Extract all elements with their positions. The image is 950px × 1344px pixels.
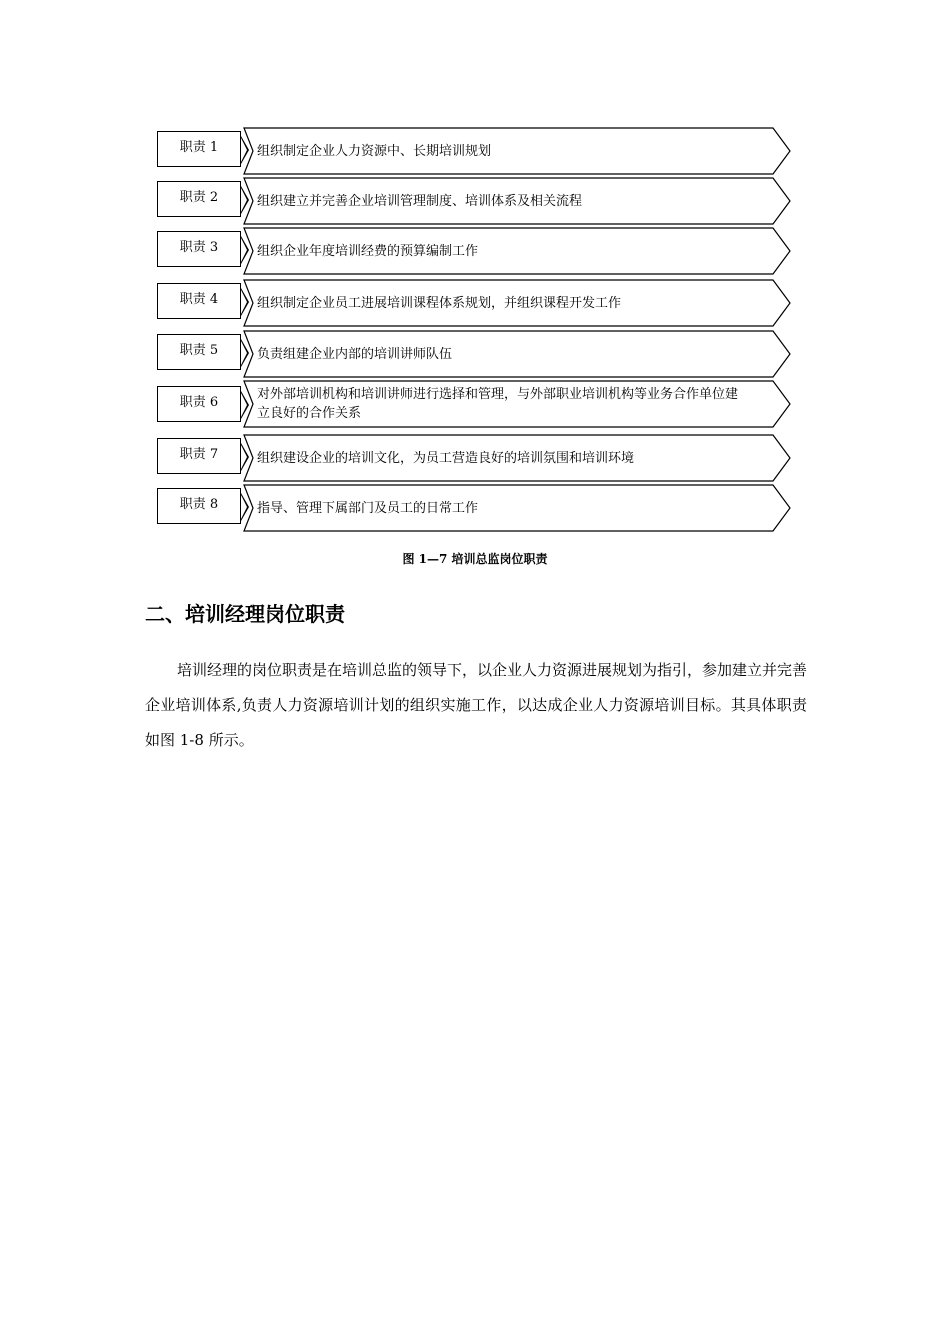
duty-row (0, 279, 950, 327)
duty-label: 职责 5 (157, 334, 241, 370)
duty-chevron (243, 227, 793, 275)
duty-text: 组织企业年度培训经费的预算编制工作 (257, 243, 479, 259)
duty-label: 职责 4 (157, 283, 241, 319)
duty-chevron (243, 380, 793, 428)
duty-chevron (243, 484, 793, 532)
section-heading: 二、培训经理岗位职责 (145, 602, 345, 626)
duty-chevron (243, 330, 793, 378)
duty-text: 指导、管理下属部门及员工的日常工作 (257, 500, 479, 516)
duty-text: 组织制定企业员工进展培训课程体系规划，并组织课程开发工作 (257, 295, 622, 311)
duty-chevron (243, 434, 793, 482)
duty-text: 组织建立并完善企业培训管理制度、培训体系及相关流程 (257, 193, 583, 209)
duty-label: 职责 3 (157, 231, 241, 267)
figure-caption: 图 1—7 培训总监岗位职责 (402, 552, 548, 566)
body-paragraph: 培训经理的岗位职责是在培训总监的领导下，以企业人力资源进展规划为指引，参加建立并完善企业培训体系,负责人力资源培训计划的组织实施工作，以达成企业人力资源培训目标。其具体职责如图 1-8 所示。 (145, 661, 808, 749)
duty-row (0, 330, 950, 378)
duty-label: 职责 7 (157, 438, 241, 474)
duty-chevron (243, 127, 793, 175)
duty-text: 组织建设企业的培训文化，为员工营造良好的培训氛围和培训环境 (257, 450, 635, 466)
duty-row (0, 127, 950, 175)
duty-label: 职责 8 (157, 488, 241, 524)
duty-text: 对外部培训机构和培训讲师进行选择和管理，与外部职业培训机构等业务合作单位建立良好的合作关系 (257, 387, 739, 421)
duty-row (0, 177, 950, 225)
duty-chevron (243, 279, 793, 327)
duty-label: 职责 6 (157, 386, 241, 422)
duty-row (0, 484, 950, 532)
duty-label: 职责 1 (157, 131, 241, 167)
duty-row (0, 434, 950, 482)
duty-chevron (243, 177, 793, 225)
duty-row (0, 227, 950, 275)
duty-row (0, 380, 950, 428)
responsibility-diagram (0, 0, 950, 540)
duty-text: 组织制定企业人力资源中、长期培训规划 (257, 143, 492, 159)
duty-label: 职责 2 (157, 181, 241, 217)
duty-text: 负责组建企业内部的培训讲师队伍 (257, 346, 453, 362)
